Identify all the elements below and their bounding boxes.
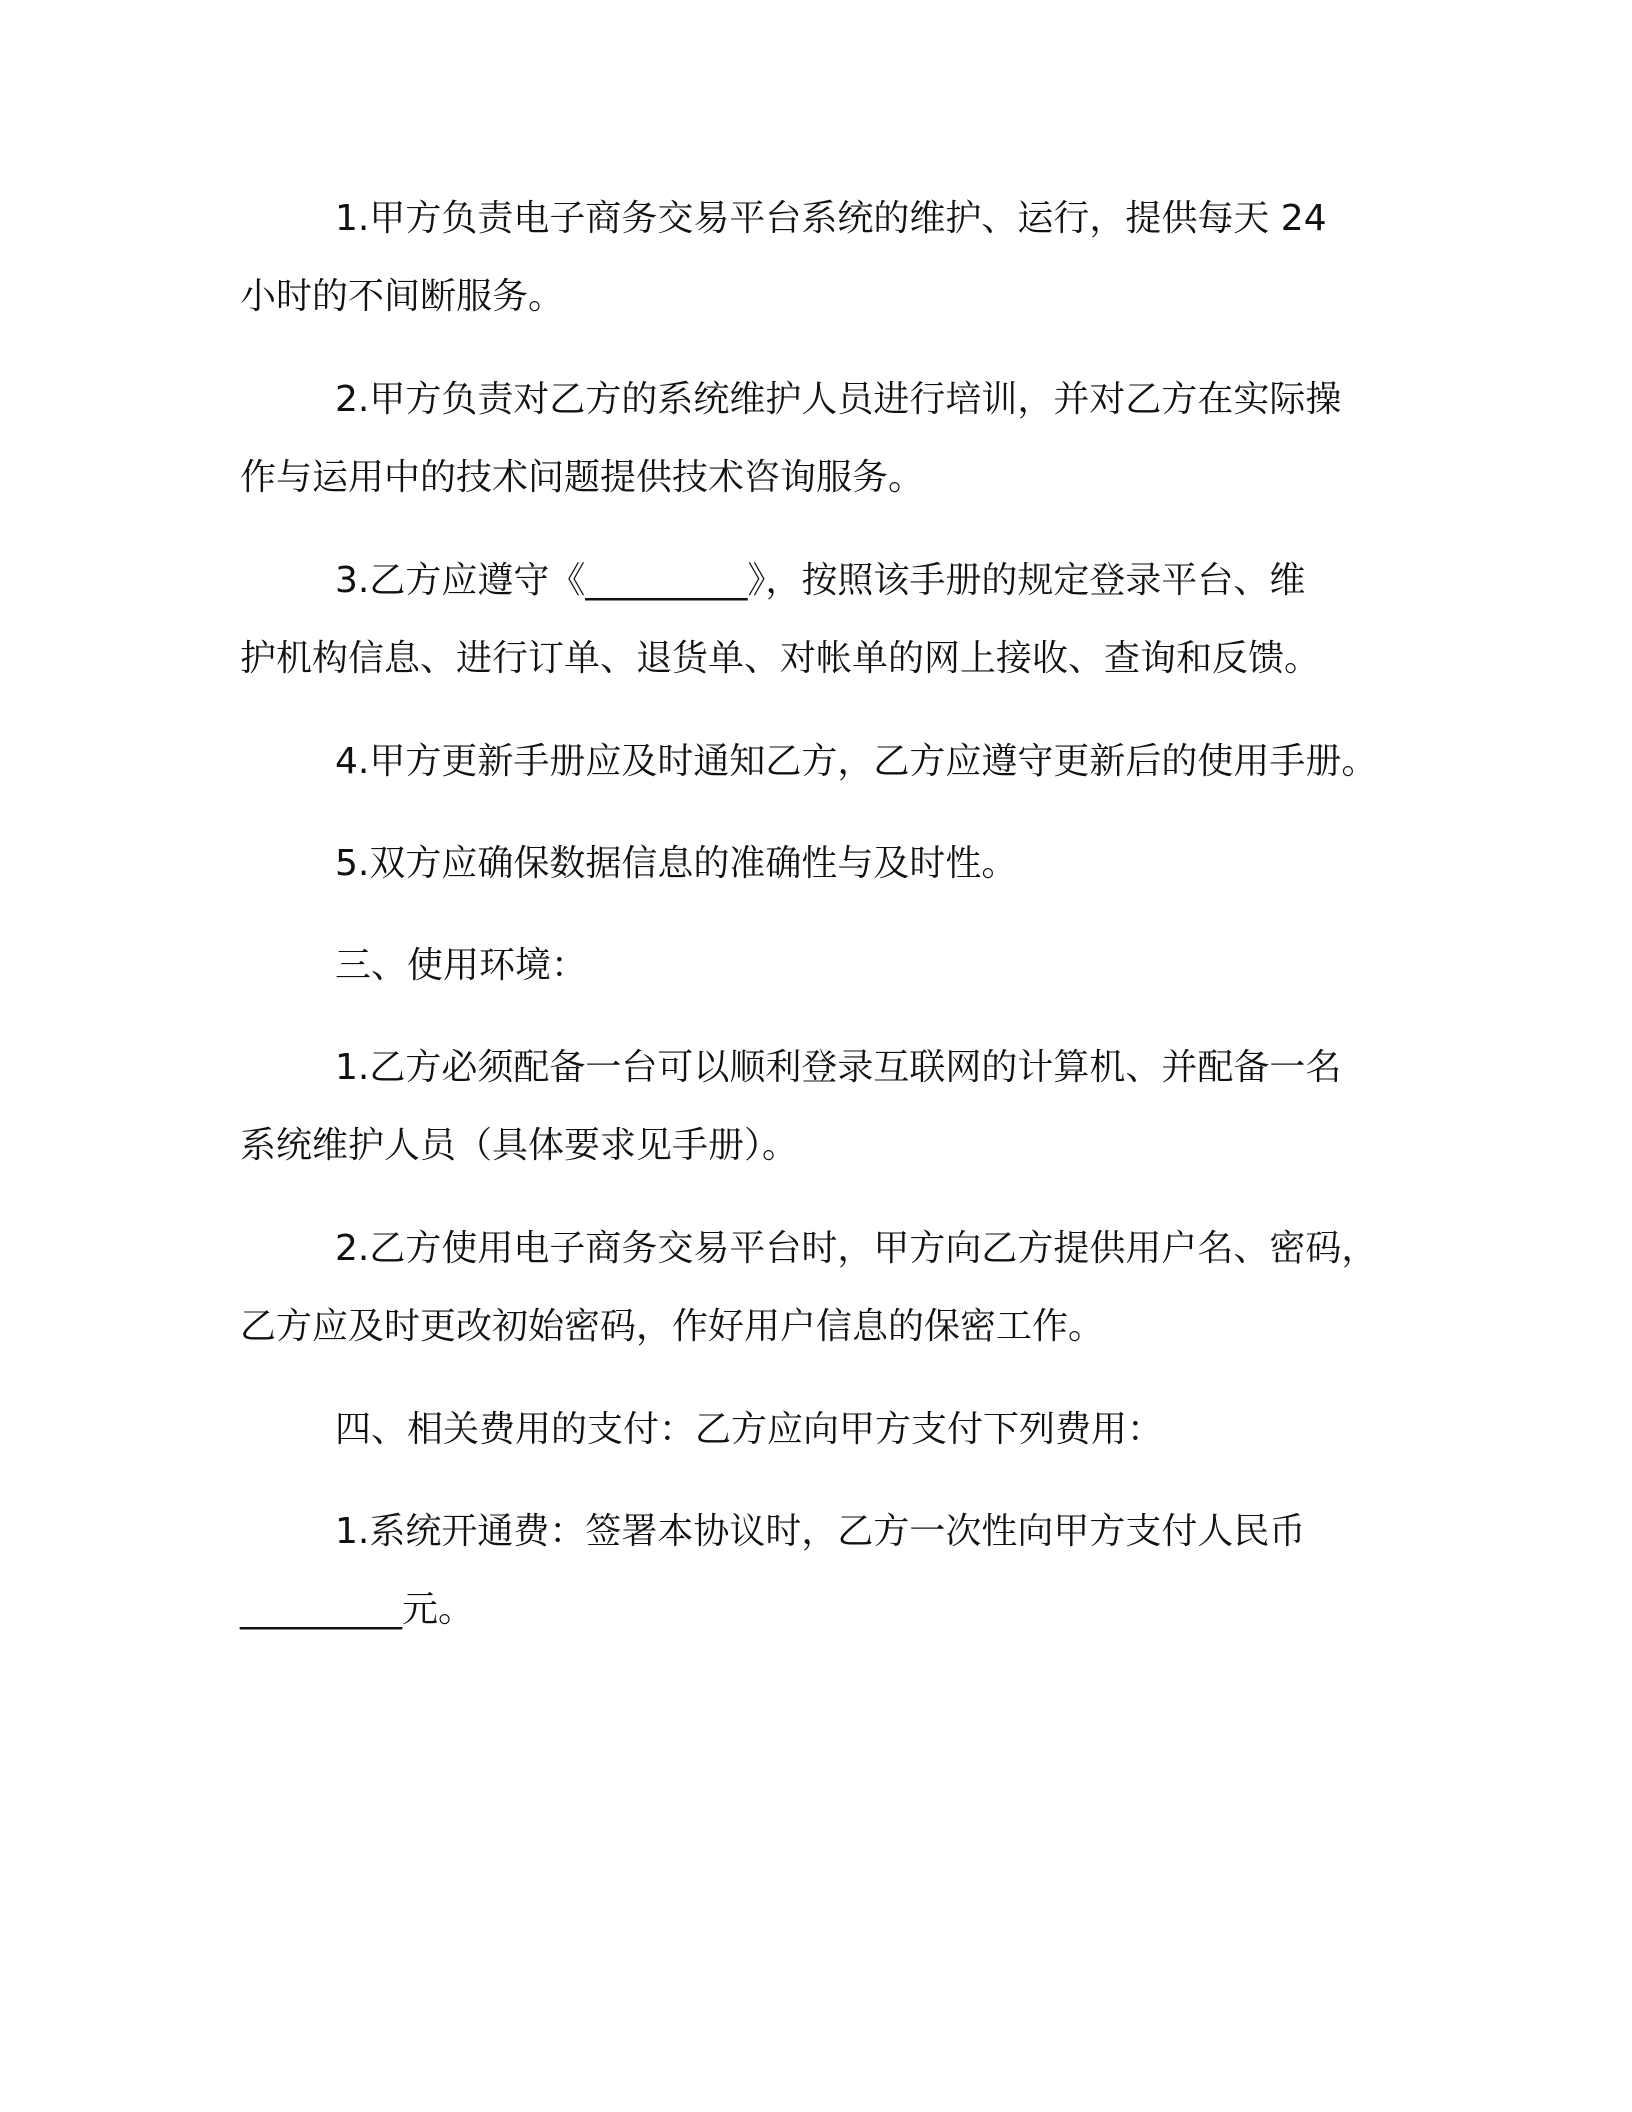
- text-line: 2.甲方负责对乙方的系统维护人员进行培训，并对乙方在实际操: [335, 379, 1342, 420]
- text-line: 系统维护人员（具体要求见手册）。: [240, 1125, 799, 1166]
- text-line: 1.乙方必须配备一台可以顺利登录互联网的计算机、并配备一名: [335, 1047, 1342, 1088]
- paragraph-clause-3: [240, 542, 1400, 698]
- text-line: 1.甲方负责电子商务交易平台系统的维护、运行，提供每天 24: [335, 198, 1327, 239]
- paragraph-clause-5: [240, 825, 1400, 903]
- text-line: 小时的不间断服务。: [240, 276, 565, 317]
- text-line: 乙方应及时更改初始密码，作好用户信息的保密工作。: [240, 1306, 1105, 1347]
- text-line: _________元。: [240, 1589, 475, 1630]
- text-line: 护机构信息、进行订单、退货单、对帐单的网上接收、查询和反馈。: [240, 638, 1321, 679]
- paragraph-env-1: [240, 1029, 1400, 1185]
- text-line: 5.双方应确保数据信息的准确性与及时性。: [335, 843, 1018, 884]
- paragraph-fee-1: [240, 1493, 1400, 1649]
- text-line: 三、使用环境：: [335, 945, 588, 986]
- text-line: 作与运用中的技术问题提供技术咨询服务。: [240, 457, 925, 498]
- text-line: 1.系统开通费：签署本协议时，乙方一次性向甲方支付人民币: [335, 1511, 1306, 1552]
- text-line: 4.甲方更新手册应及时通知乙方，乙方应遵守更新后的使用手册。: [335, 741, 1378, 782]
- section-heading-fees: [240, 1391, 1400, 1469]
- paragraph-clause-1: [240, 180, 1400, 336]
- text-line: 2.乙方使用电子商务交易平台时，甲方向乙方提供用户名、密码，: [335, 1228, 1378, 1269]
- section-heading-environment: [240, 927, 1400, 1005]
- paragraph-clause-2: [240, 361, 1400, 517]
- paragraph-clause-4: [240, 723, 1400, 801]
- paragraph-env-2: [240, 1210, 1400, 1366]
- text-line: 四、相关费用的支付：乙方应向甲方支付下列费用：: [335, 1409, 1164, 1450]
- text-line: 3.乙方应遵守《_________》，按照该手册的规定登录平台、维: [335, 560, 1306, 601]
